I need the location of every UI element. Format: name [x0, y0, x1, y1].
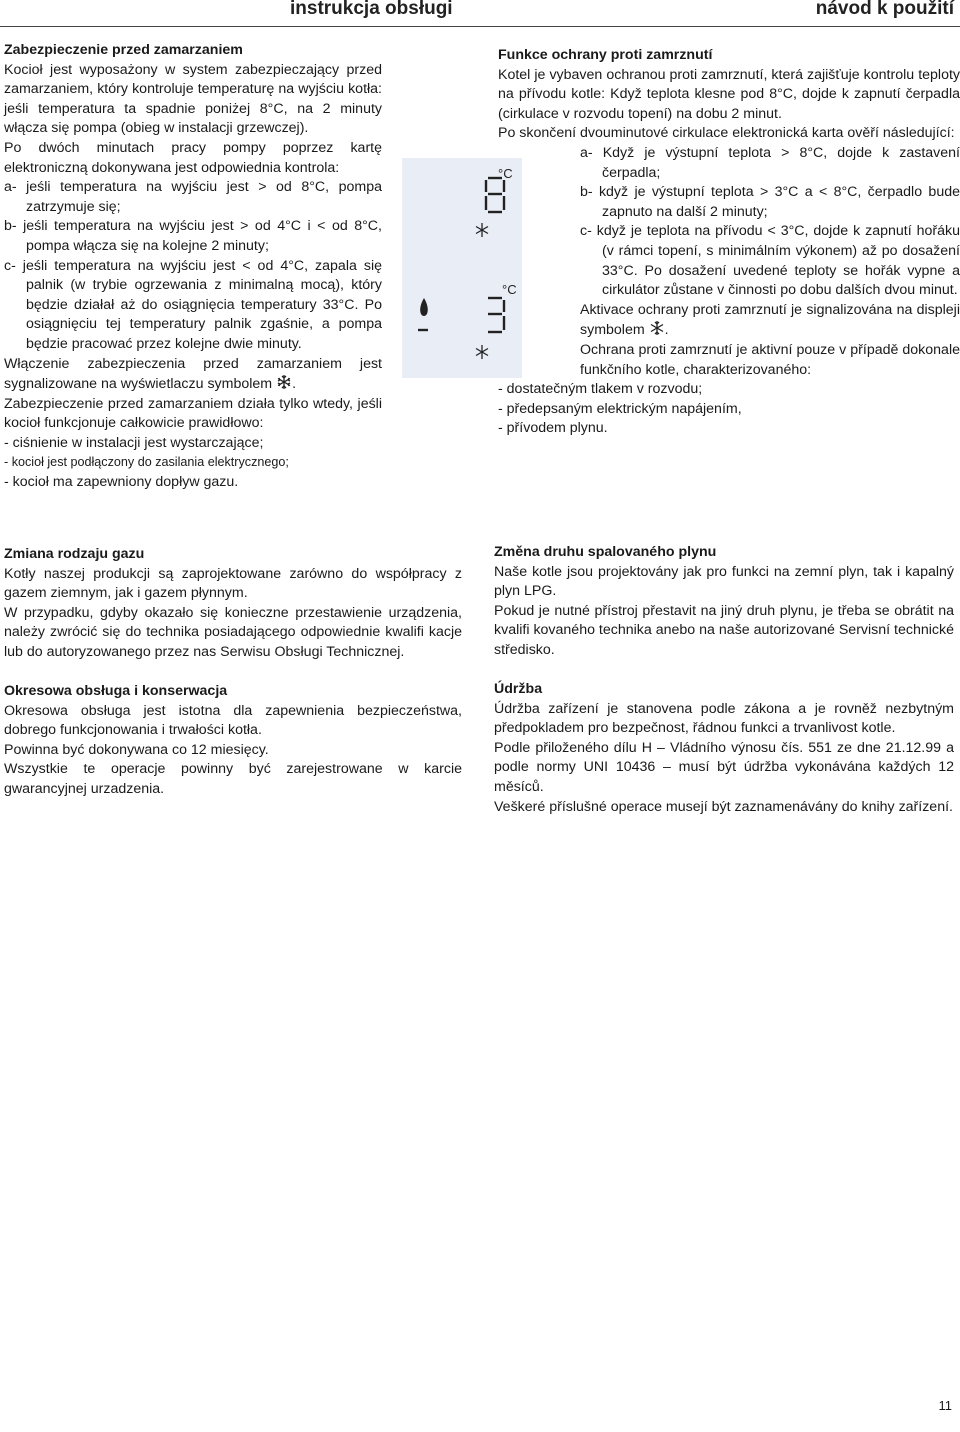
- header-rule: [0, 26, 960, 27]
- pl-frost-cond-2: - kocioł jest podłączony do zasilania elektrycznego;: [4, 455, 289, 470]
- pl-maint-p1: Okresowa obsługa jest istotna dla zapewnienia bezpieczeństwa, dobrego funkcjonowania i trwałości kotła.: [4, 702, 462, 739]
- cz-frost-signal-end: .: [664, 322, 669, 339]
- pl-frost-signal: [4, 355, 382, 395]
- cz-maint-p1: Údržba zařízení je stanovena podle zákona a je rovněž nezbytným předpokladem pro bezpečnost, řádnou funkci a trvanlivost kotle.: [494, 700, 954, 737]
- pl-frost-item-a: a- jeśli temperatura na wyjściu jest > od 8°C, pompa zatrzymuje się;: [4, 179, 382, 215]
- header-left-title: instrukcja obsługi: [290, 0, 453, 19]
- cz-frost-intro: Kotel je vybaven ochranou proti zamrznutí, která zajišťuje kontrolu teploty na přívodu kotle: Když teplota klesne pod 8°C, dojde k zapnutí čerpadla (cirkulace v rozvodu topení) na dobu 2 minut.: [498, 66, 960, 122]
- display-unit-top: °C: [498, 166, 513, 181]
- pl-gas-section: [4, 545, 462, 663]
- pl-gas-p1: Kotły naszej produkcji są zaprojektowane zarówno do współpracy z gazem ziemnym, jak i gazem płynnym.: [4, 565, 462, 602]
- cz-gas-p1: Naše kotle jsou projektovány jak pro funkci na zemní plyn, tak i kapalný plyn LPG.: [494, 563, 954, 600]
- pl-frost-check: Po dwóch minutach pracy pompy poprzez kartę elektroniczną dokonywana jest odpowiednia kontrola:: [4, 139, 382, 176]
- cz-maint-title: Údržba: [494, 681, 543, 697]
- page-number: 11: [938, 1398, 952, 1413]
- cz-frost-item-a: a- Když je výstupní teplota > 8°C, dojde k zastavení čerpadla;: [580, 144, 960, 181]
- cz-frost-check: Po skončení dvouminutové cirkulace elektronická karta ověří následující:: [498, 125, 955, 142]
- pl-frost-signal-end: .: [292, 376, 297, 393]
- cz-gas-p2: Pokud je nutné přístroj přestavit na jiný druh plynu, je třeba se obrátit na kvalifi kovaného technika anebo na naše autorizované Servisní technické středisko.: [494, 602, 954, 658]
- cz-frost-item-c: c- když je teplota na přívodu < 3°C, dojde k zapnutí hořáku (v rámci topení, s minimálním výkonem) až po dosažení 33°C. Po dosažení uvedené teploty se hořák vypne a cirkulátor zůstane v činnosti po dobu dalších dvou minut.: [580, 223, 960, 299]
- cz-maint-section: [494, 680, 954, 817]
- pl-frost-title: Zabezpieczenie przed zamarzaniem: [4, 42, 243, 58]
- cz-frost-conditions: Ochrana proti zamrznutí je aktivní pouze v případě dokonale funkčního kotle, charakterizovaného:: [580, 341, 960, 378]
- cz-maint-p3: Veškeré příslušné operace musejí být zaznamenávány do knihy zařízení.: [494, 798, 953, 815]
- cz-gas-section: [494, 543, 954, 661]
- cz-frost-cond-1: - dostatečným tlakem v rozvodu;: [498, 381, 703, 398]
- pl-frost-intro: Kocioł jest wyposażony w system zabezpieczający przed zamarzaniem, który kontroluje temperaturę na wyjściu kotła: jeśli temperatura ta spadnie poniżej 8°C, na 2 minuty włącza się pompa (obieg w instalacji grzewczej).: [4, 61, 382, 137]
- pl-maint-title: Okresowa obsługa i konserwacja: [4, 683, 228, 699]
- cz-gas-title: Změna druhu spalovaného plynu: [494, 544, 717, 560]
- cz-frost-items: [498, 144, 960, 380]
- header-right-title: návod k použití: [815, 0, 954, 19]
- pl-gas-p2: W przypadku, gdyby okazało się konieczne przestawienie urządzenia, należy zwrócić się do technika posiadającego odpowiednie kwalifi kacje lub do autoryzowanego przez nas Serwisu Obsługi Technicznej.: [4, 604, 462, 660]
- pl-gas-title: Zmiana rodzaju gazu: [4, 546, 145, 562]
- cz-frost-section: [498, 46, 960, 439]
- cz-frost-title: Funkce ochrany proti zamrznutí: [498, 47, 713, 63]
- display-unit-bottom: °C: [502, 282, 517, 297]
- pl-maint-section: [4, 682, 462, 800]
- cz-frost-item-b: b- když je výstupní teplota > 3°C a < 8°C, čerpadlo bude zapnuto na další 2 minuty;: [580, 184, 960, 220]
- pl-frost-signal-text: Włączenie zabezpieczenia przed zamarzaniem jest sygnalizowane na wyświetlaczu symbolem: [4, 355, 382, 393]
- pl-maint-p3: Wszystkie te operacje powinny być zarejestrowane w karcie gwarancyjnej urzadzenia.: [4, 761, 462, 797]
- snowflake-icon: [476, 223, 488, 237]
- pl-frost-item-b: b- jeśli temperatura na wyjściu jest > od 4°C i < od 8°C, pompa włącza się na kolejne 2 minuty;: [4, 218, 382, 254]
- pl-frost-section: [4, 41, 382, 493]
- snowflake-icon: [476, 345, 488, 359]
- pl-frost-cond-3: - kocioł ma zapewniony dopływ gazu.: [4, 474, 239, 491]
- cz-frost-cond-3: - přívodem plynu.: [498, 420, 608, 437]
- cz-maint-p2: Podle přiloženého dílu H – Vládního výnosu čís. 551 ze dne 21.12.99 a podle normy UNI 10436 – musí být údržba vykonávána každých 12 měsíců.: [494, 739, 954, 795]
- flame-icon: [420, 298, 428, 316]
- pl-maint-p2: Powinna być dokonywana co 12 miesięcy.: [4, 741, 269, 758]
- cz-frost-signal-text: Aktivace ochrany proti zamrznutí je signalizována na displeji symbolem: [580, 301, 960, 339]
- cz-frost-cond-2: - předepsaným elektrickým napájením,: [498, 400, 742, 417]
- pl-frost-cond-1: - ciśnienie w instalacji jest wystarczające;: [4, 434, 264, 451]
- pl-frost-item-c: c- jeśli temperatura na wyjściu jest < od 4°C, zapala się palnik (w trybie ogrzewania z minimalną mocą), który będzie działał aż do osiągnięcia temperatury 33°C. Po osiągnięciu tej temperatury palnik zgaśnie, a pompa będzie pracować przez kolejne dwie minuty.: [4, 257, 382, 352]
- pl-frost-conditions: Zabezpieczenie przed zamarzaniem działa tylko wtedy, jeśli kocioł funkcjonuje całkowicie prawidłowo:: [4, 395, 382, 432]
- snowflake-icon: [649, 320, 665, 336]
- snowflake-icon: [276, 374, 292, 390]
- cz-frost-signal: [580, 301, 960, 341]
